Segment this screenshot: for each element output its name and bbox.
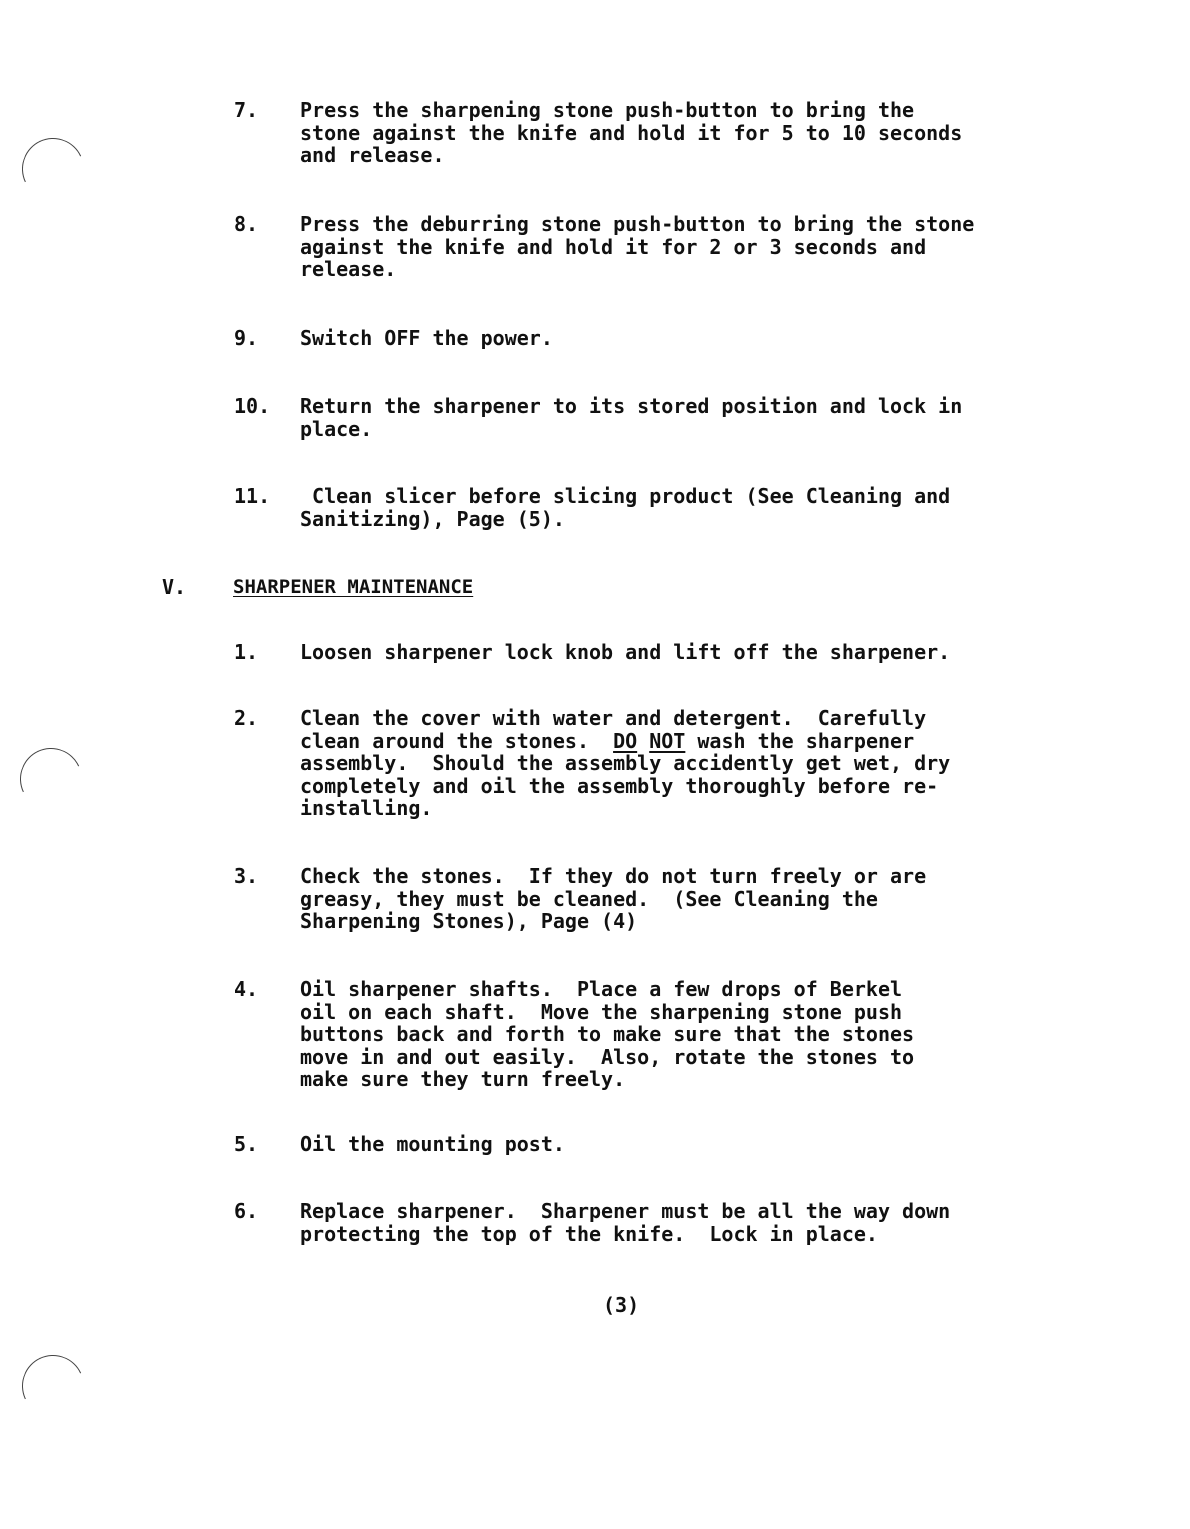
step-number: 3. — [234, 864, 259, 888]
step-number: 9. — [234, 326, 259, 350]
step-text: Clean slicer before slicing product (See Cleaning and Sanitizing), Page (5). — [300, 484, 951, 531]
step-text: Switch OFF the power. — [300, 326, 553, 350]
punch-hole-mark — [13, 129, 92, 208]
step-number: 5. — [234, 1132, 259, 1156]
section-number: V. — [162, 575, 187, 599]
step-text: Press the deburring stone push-button to bring the stone against the knife and hold it for 2 or 3 seconds and release. — [300, 212, 975, 281]
step-text: Press the sharpening stone push-button to bring the stone against the knife and hold it for 5 to 10 seconds and release. — [300, 98, 963, 167]
step-number: 4. — [234, 977, 259, 1001]
step-text: Replace sharpener. Sharpener must be all the way down protecting the top of the knife. Lock in place. — [300, 1199, 951, 1246]
step-number: 8. — [234, 212, 259, 236]
step-number: 10. — [234, 394, 271, 418]
step-number: 1. — [234, 640, 259, 664]
step-text: Oil sharpener shafts. Place a few drops of Berkel oil on each shaft. Move the sharpening stone push buttons back and forth to make sure that the stones move in and out easily. Also, rotate the stones to make sure they turn freely. — [300, 977, 915, 1091]
step-text: Check the stones. If they do not turn freely or are greasy, they must be cleaned. (See Cleaning the Sharpening Stones), Page (4) — [300, 864, 927, 933]
step-text: Return the sharpener to its stored position and lock in place. — [300, 394, 963, 441]
step-number: 7. — [234, 98, 259, 122]
section-title: SHARPENER MAINTENANCE — [233, 576, 474, 598]
step-text: Clean the cover with water and detergent. Carefully clean around the stones. DO NOT wash the sharpener assembly. Should the assembly accidently get wet, dry completely and oil the assembly thoroughly before re- installing. — [300, 706, 951, 820]
punch-hole-mark — [13, 1346, 92, 1425]
do-emphasis: DO — [613, 728, 638, 753]
page-number: (3) — [603, 1293, 640, 1317]
step-text: Loosen sharpener lock knob and lift off the sharpener. — [300, 640, 951, 664]
step-number: 6. — [234, 1199, 259, 1223]
not-emphasis: NOT — [649, 728, 686, 753]
step-text: Oil the mounting post. — [300, 1132, 565, 1156]
step-number: 2. — [234, 706, 259, 730]
punch-hole-mark — [11, 739, 90, 818]
step-number: 11. — [234, 484, 271, 508]
